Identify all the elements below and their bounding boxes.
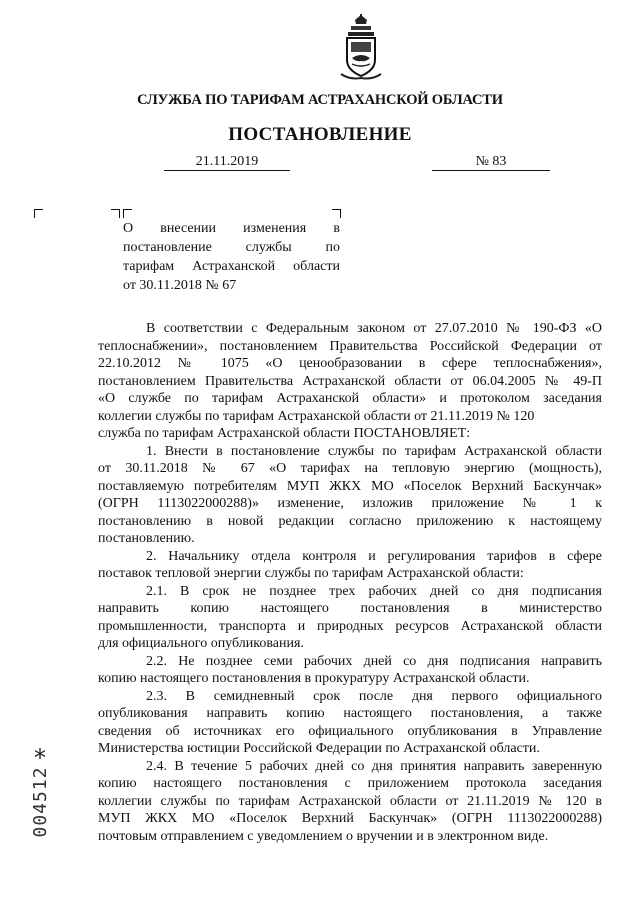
item-2-1-paragraph [98, 583, 602, 653]
text-line: для официального опубликования. [98, 636, 304, 651]
text-line: «О службе по тарифам Астраханской области» и протоколом заседания [98, 391, 602, 406]
document-number: № 83 [432, 154, 550, 171]
text-line: В соответствии с Федеральным законом от 27.07.2010 № 190-ФЗ «О [146, 321, 602, 336]
text-line: (ОГРН 1113022000288)» изменение, изложив приложение № 1 к [98, 496, 602, 511]
text-line: поставок тепловой энергии службы по тарифам Астраханской области: [98, 566, 524, 581]
stamp-serial-number: 004512 [30, 766, 51, 838]
item-2-4-paragraph [98, 758, 602, 846]
document-date: 21.11.2019 [164, 154, 290, 171]
text-line: коллегии службы по тарифам Астраханской области от 21.11.2019 № 120 [98, 408, 535, 424]
subject-line: тарифам Астраханской области [123, 259, 340, 274]
item-2-paragraph [98, 548, 602, 583]
text-line: 2.3. В семидневный срок после дня первого официального [146, 688, 602, 704]
text-line: копию настоящего постановления в прокуратуру Астраханской области. [98, 671, 530, 686]
subject-line: от 30.11.2018 № 67 [123, 278, 237, 293]
text-line: поставляемую потребителям МУП ЖКХ МО «Поселок Верхний Баскунчак» [98, 478, 602, 494]
subject-block [123, 219, 340, 295]
text-line: 1. Внести в постановление службы по тарифам Астраханской области [146, 443, 602, 459]
item-1-paragraph [98, 443, 602, 548]
text-line: 22.10.2012 № 1075 «О ценообразовании в сфере теплоснабжения», [98, 356, 602, 371]
coat-of-arms-emblem [338, 14, 384, 84]
text-line: коллегии службы по тарифам Астраханской области от 21.11.2019 № 120 в [98, 793, 602, 809]
text-line: постановлению в новой редакции согласно приложению к настоящему [98, 513, 602, 529]
subject-line: О внесении изменения в [123, 221, 340, 236]
corner-mark-right [332, 209, 341, 218]
corner-mark-mid-left [111, 209, 120, 218]
text-line: промышленности, транспорта и природных ресурсов Астраханской области [98, 618, 602, 634]
text-line: постановлением Правительства Астраханской области от 06.04.2005 № 49-П [98, 373, 602, 389]
text-line: служба по тарифам Астраханской области ПОСТАНОВЛЯЕТ: [98, 426, 471, 441]
text-line: 2.4. В течение 5 рабочих дней со дня принятия направить заверенную [146, 758, 602, 774]
item-2-3-paragraph [98, 688, 602, 758]
subject-line: постановление службы по [123, 240, 340, 255]
serial-stamp [30, 744, 50, 874]
text-line: направить копию настоящего постановления в министерство [98, 601, 602, 616]
text-line: Министерства юстиции Российской Федерации по Астраханской области. [98, 741, 540, 756]
stamp-asterisk: * [34, 744, 46, 772]
text-line: 2.1. В срок не позднее трех рабочих дней со дня подписания [146, 583, 602, 599]
document-type-title: ПОСТАНОВЛЕНИЕ [228, 124, 412, 145]
organization-name: СЛУЖБА ПО ТАРИФАМ АСТРАХАНСКОЙ ОБЛАСТИ [137, 92, 503, 108]
text-line: 2. Начальнику отдела контроля и регулирования тарифов в сфере [146, 548, 602, 564]
text-line: почтовым отправлением с уведомлением о вручении и в электронном виде. [98, 828, 549, 844]
document-body [98, 320, 602, 845]
text-line: МУП ЖКХ МО «Поселок Верхний Баскунчак» (ОГРН 1113022000288) [98, 811, 602, 826]
text-line: опубликования направить копию настоящего постановления, а также [98, 706, 602, 721]
corner-mark-left [34, 209, 43, 218]
text-line: сведения об источниках его официального опубликования в Управление [98, 723, 602, 739]
text-line: теплоснабжении», постановлением Правительства Российской Федерации от [98, 338, 602, 354]
text-line: постановлению. [98, 531, 195, 546]
item-2-2-paragraph [98, 653, 602, 688]
preamble-paragraph [98, 320, 602, 443]
text-line: от 30.11.2018 № 67 «О тарифах на тепловую энергию (мощность), [98, 461, 602, 476]
text-line: копию настоящего постановления с приложением протокола заседания [98, 776, 602, 791]
corner-mark-mid-right [123, 209, 132, 218]
text-line: 2.2. Не позднее семи рабочих дней со дня подписания направить [146, 653, 602, 669]
